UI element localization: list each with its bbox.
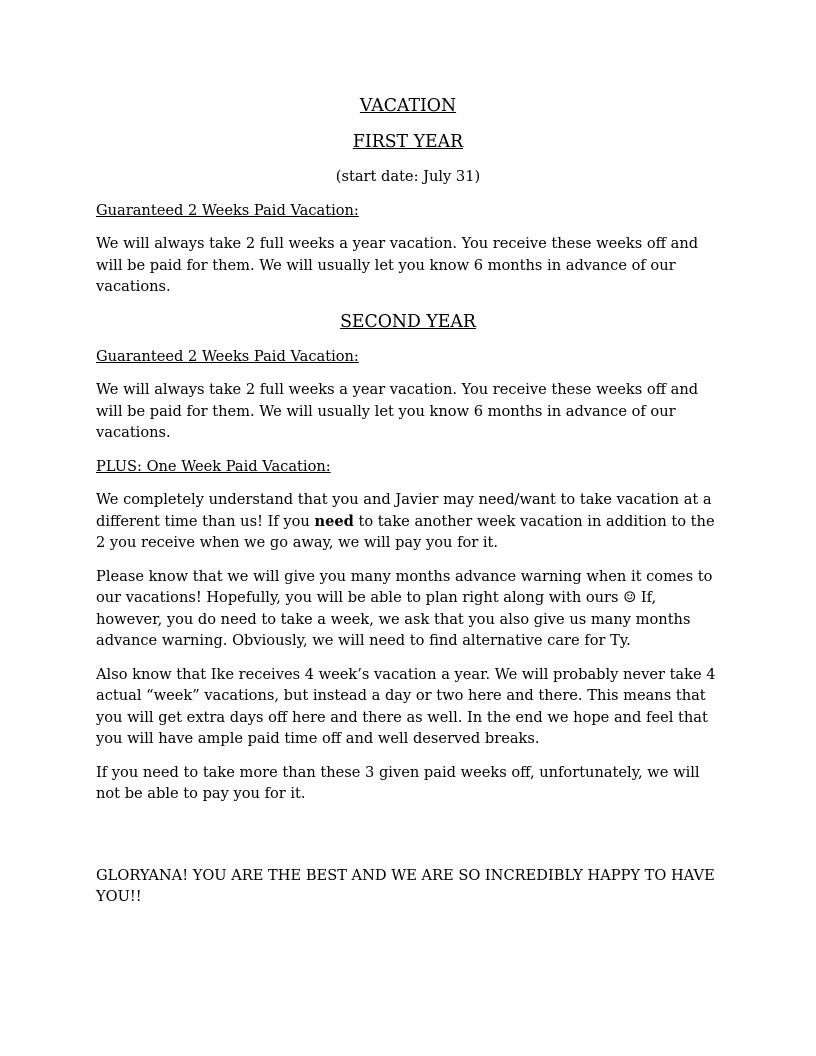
first-year-heading: FIRST YEAR <box>352 132 464 152</box>
plus-text-emphasis: need <box>314 512 354 530</box>
plus-one-week-paragraph <box>96 489 720 554</box>
document-title: VACATION <box>359 96 457 116</box>
first-year-guaranteed-text: We will always take 2 full weeks a year vacation. You receive these weeks off and will be paid for them. We will usually let you know 6 months in advance of our vacations. <box>96 235 699 295</box>
second-year-guaranteed-text: We will always take 2 full weeks a year vacation. You receive these weeks off and will be paid for them. We will usually let you know 6 months in advance of our vacations. <box>96 381 699 441</box>
ike-vacation-paragraph: Also know that Ike receives 4 week’s vacation a year. We will probably never take 4 actual “week” vacations, but instead a day or two here and there. This means that you will get extra days off here and there as well. In the end we hope and feel that you will have ample paid time off and well deserved breaks. <box>96 665 716 747</box>
plus-one-week-label: PLUS: One Week Paid Vacation: <box>96 457 331 475</box>
advance-warning-paragraph: Please know that we will give you many months advance warning when it comes to our vacations! Hopefully, you will be able to plan right along with ours ☺ If, however, you do need to take a week, we ask that you also give us many months advance warning. Obviously, we will need to find alternative care for Ty. <box>96 567 713 649</box>
plus-text-before: We completely understand that you and Javier may need/want to take vacation at a different time than us! If you <box>96 491 712 530</box>
start-date: (start date: July 31) <box>335 168 481 185</box>
second-year-guaranteed-label: Guaranteed 2 Weeks Paid Vacation: <box>96 347 359 365</box>
first-year-guaranteed-label: Guaranteed 2 Weeks Paid Vacation: <box>96 201 359 219</box>
plus-text-after: to take another week vacation in addition to the 2 you receive when we go away, we will pay you for it. <box>96 512 715 551</box>
second-year-heading: SECOND YEAR <box>340 311 476 332</box>
document-page <box>96 94 720 908</box>
blank-line-spacer <box>96 817 720 865</box>
closing-message: GLORYANA! YOU ARE THE BEST AND WE ARE SO INCREDIBLY HAPPY TO HAVE YOU!! <box>96 866 715 905</box>
paid-weeks-limit-paragraph: If you need to take more than these 3 given paid weeks off, unfortunately, we will not be able to pay you for it. <box>96 763 700 802</box>
